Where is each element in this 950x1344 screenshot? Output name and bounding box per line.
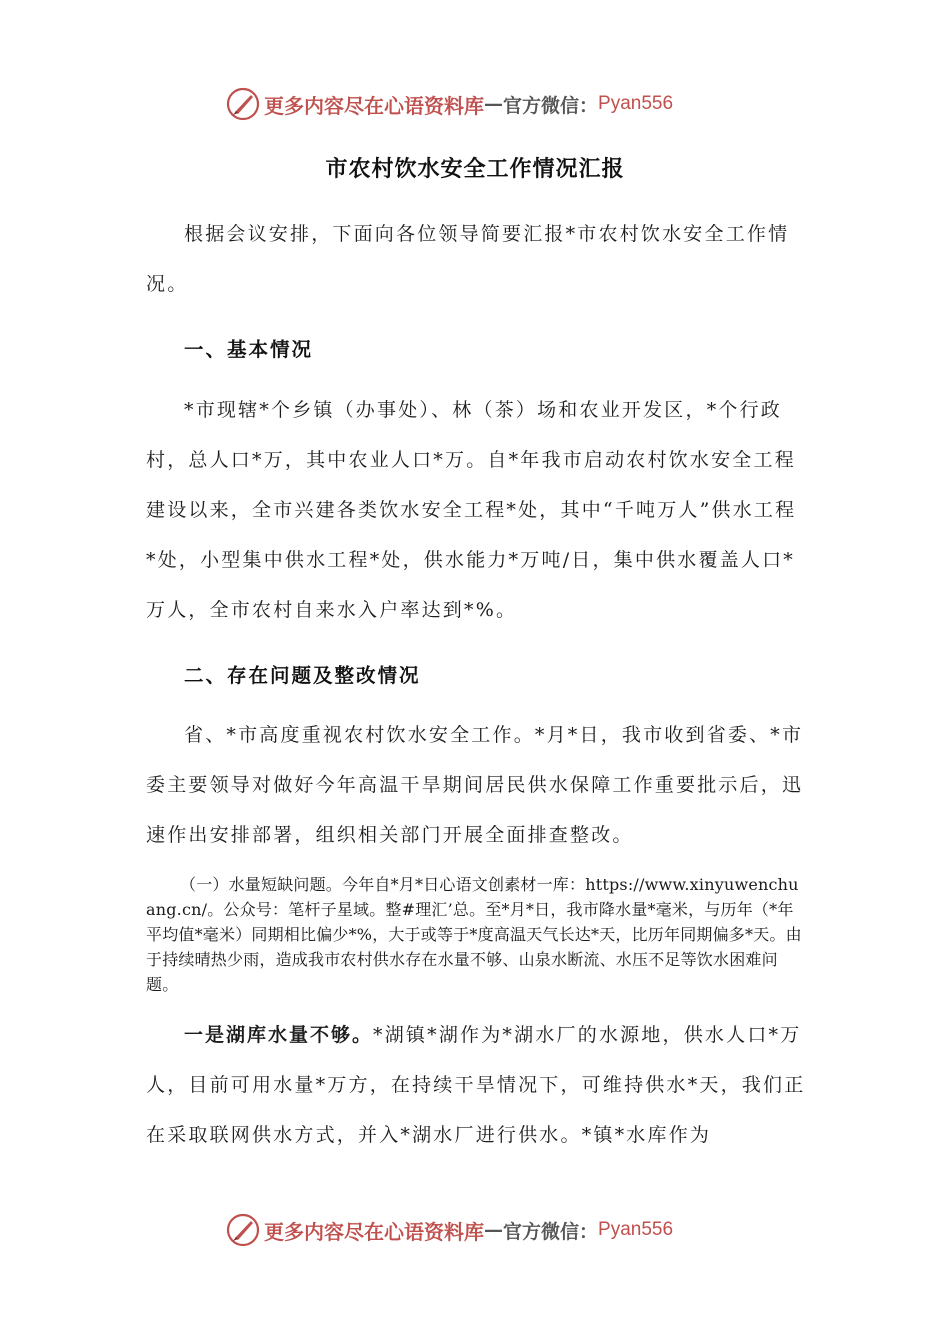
banner-brand-text: 更多内容尽在心语资料库 — [264, 1219, 484, 1244]
item1-lead: 一是湖库水量不够。 — [184, 1024, 374, 1046]
banner-wechat-id: Pyan556 — [598, 1219, 674, 1240]
item1-paragraph — [146, 1010, 806, 1160]
quill-pen-logo-icon — [226, 87, 260, 121]
section1-heading: 一、基本情况 — [184, 338, 314, 361]
document-title: 市农村饮水安全工作情况汇报 — [325, 156, 625, 182]
item1-body: *湖镇*湖作为*湖水厂的水源地，供水人口*万人，目前可用水量*万方，在持续干旱情况下，可维持供水*天，我们正在采取联网供水方式，并入*湖水厂进行供水。*镇*水库作为 — [146, 1024, 806, 1146]
banner-wechat-id: Pyan556 — [598, 93, 674, 114]
banner-brand-text: 更多内容尽在心语资料库 — [264, 93, 484, 118]
footer-banner — [226, 1212, 746, 1248]
section2-heading: 二、存在问题及整改情况 — [184, 664, 421, 687]
banner-official-label: 官方微信： — [503, 94, 599, 117]
quill-pen-logo-icon — [226, 1213, 260, 1247]
banner-dash: — — [484, 1219, 503, 1241]
section2-paragraph: 省、*市高度重视农村饮水安全工作。*月*日，我市收到省委、*市委主要领导对做好今年高温干旱期间居民供水保障工作重要批示后，迅速作出安排部署，组织相关部门开展全面排查整改。 — [146, 724, 804, 846]
subsection1-paragraph: （一）水量短缺问题。今年自*月*日心语文创素材一库：https://www.xinyuwenchuang.cn/。公众号：笔杆子星域。整#理汇’总。至*月*日，我市降水量*毫米，与历年（*年平均值*毫米）同期相比偏少*%，大于或等于*度高温天气长达*天，比历年同期偏多*天。由于持续晴热少雨，造成我市农村供水存在水量不够、山泉水断流、水压不足等饮水困难问题。 — [146, 875, 802, 994]
banner-official-label: 官方微信： — [503, 1220, 599, 1243]
intro-paragraph: 根据会议安排，下面向各位领导简要汇报*市农村饮水安全工作情况。 — [146, 223, 790, 295]
banner-dash: — — [484, 93, 503, 115]
header-banner — [226, 86, 746, 122]
section1-paragraph: *市现辖*个乡镇（办事处）、林（茶）场和农业开发区，*个行政村，总人口*万，其中农业人口*万。自*年我市启动农村饮水安全工程建设以来，全市兴建各类饮水安全工程*处，其中“千吨万人”供水工程*处，小型集中供水工程*处，供水能力*万吨/日，集中供水覆盖人口*万人，全市农村自来水入户率达到*%。 — [146, 399, 797, 621]
